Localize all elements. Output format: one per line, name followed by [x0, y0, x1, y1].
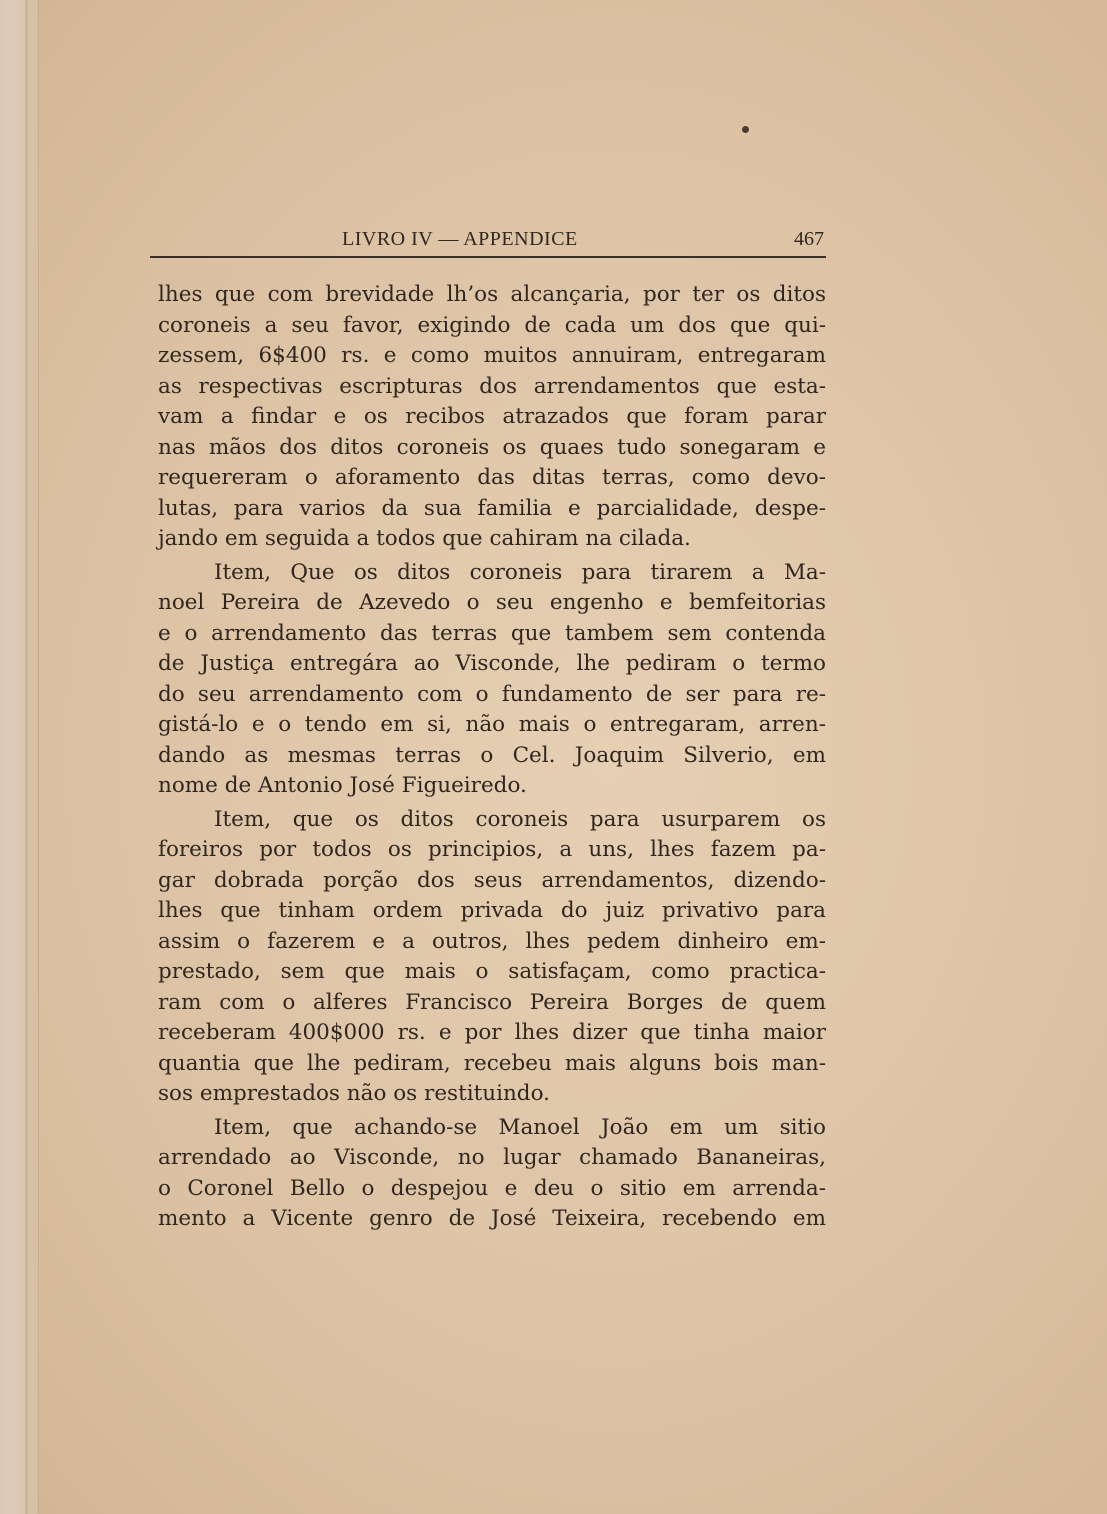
text-line: lhes que tinham ordem privada do juiz privativo para [158, 898, 826, 923]
text-line: receberam 400$000 rs. e por lhes dizer que tinha maior [158, 1020, 826, 1045]
text-line: de Justiça entregára ao Visconde, lhe pediram o termo [158, 651, 826, 676]
paragraph [158, 558, 826, 802]
text-line: Item, que achando-se Manoel João em um sitio [214, 1114, 826, 1140]
text-line: prestado, sem que mais o satisfaçam, como practica- [158, 959, 826, 984]
text-line: ram com o alferes Francisco Pereira Borges de quem [158, 989, 826, 1015]
text-line: as respectivas escripturas dos arrendamentos que esta- [158, 373, 826, 399]
text-line: dando as mesmas terras o Cel. Joaquim Silverio, em [158, 742, 826, 768]
text-line: coroneis a seu favor, exigindo de cada um dos que qui- [158, 312, 826, 338]
text-line: gar dobrada porção dos seus arrendamentos, dizendo- [158, 867, 826, 893]
text-line: sos emprestados não os restituindo. [158, 1081, 550, 1106]
text-line: quantia que lhe pediram, recebeu mais alguns bois man- [158, 1050, 826, 1076]
page-header [150, 224, 826, 258]
paragraph [158, 805, 826, 1110]
text-line: lutas, para varios da sua familia e parcialidade, despe- [158, 495, 826, 521]
page-number: 467 [794, 228, 824, 250]
text-line: o Coronel Bello o despejou e deu o sitio em arrenda- [158, 1175, 826, 1201]
body-text [158, 280, 826, 1235]
ink-speck [742, 126, 749, 133]
text-line: zessem, 6$400 rs. e como muitos annuiram, entregaram [158, 343, 826, 368]
text-line: do seu arrendamento com o fundamento de ser para re- [158, 681, 826, 707]
text-line: assim o fazerem e a outros, lhes pedem dinheiro em- [158, 928, 826, 954]
paragraph [158, 1113, 826, 1235]
text-line: lhes que com brevidade lh’os alcançaria, por ter os ditos [158, 282, 826, 307]
text-line: e o arrendamento das terras que tambem sem contenda [158, 620, 826, 646]
text-line: Item, Que os ditos coroneis para tirarem a Ma- [214, 559, 826, 585]
text-line: foreiros por todos os principios, a uns, lhes fazem pa- [158, 837, 826, 862]
text-line: nas mãos dos ditos coroneis os quaes tudo sonegaram e [158, 434, 826, 460]
text-line: requereram o aforamento das ditas terras, como devo- [158, 465, 826, 490]
text-line: arrendado ao Visconde, no lugar chamado Bananeiras, [158, 1145, 826, 1170]
page-edge [0, 0, 39, 1514]
text-line: nome de Antonio José Figueiredo. [158, 773, 527, 798]
text-line: Item, que os ditos coroneis para usurparem os [214, 806, 826, 832]
text-line: mento a Vicente genro de José Teixeira, recebendo em [158, 1206, 826, 1231]
running-head: LIVRO IV — APPENDICE [342, 228, 578, 250]
text-line: noel Pereira de Azevedo o seu engenho e bemfeitorias [158, 590, 826, 615]
paragraph [158, 280, 826, 555]
text-line: jando em seguida a todos que cahiram na cilada. [158, 526, 691, 551]
text-line: gistá-lo e o tendo em si, não mais o entregaram, arren- [158, 712, 826, 737]
text-line: vam a findar e os recibos atrazados que foram parar [158, 404, 826, 429]
